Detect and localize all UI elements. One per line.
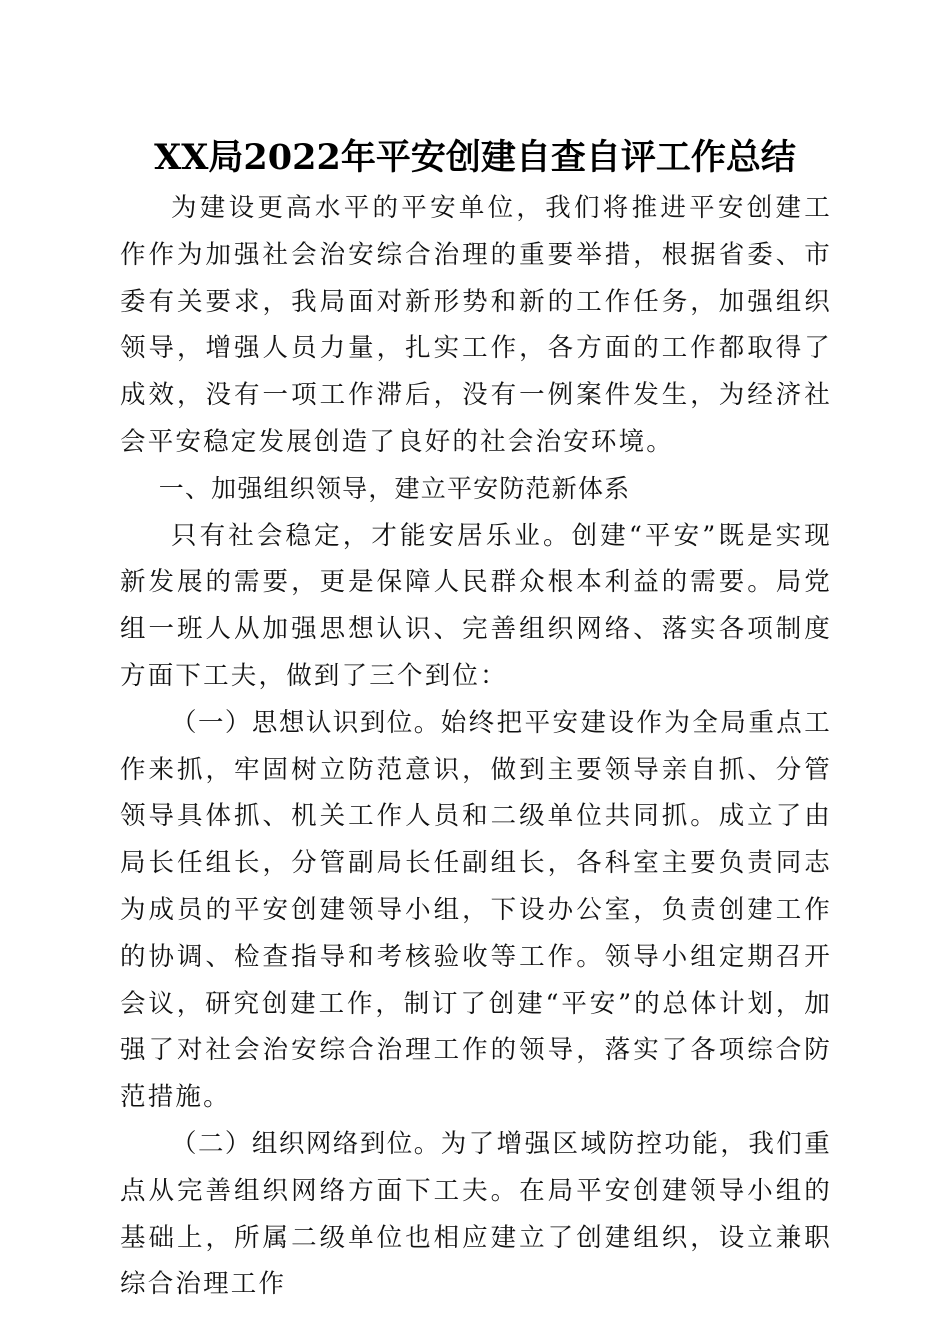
section-paragraph: 只有社会稳定，才能安居乐业。创建“平安”既是实现新发展的需要，更是保障人民群众根本利益的需要。局党组一班人从加强思想认识、完善组织网络、落实各项制度方面下工夫，做到了三个到位： (120, 520, 832, 691)
subsection-heading-1: （一）思想认识到位。 (171, 707, 441, 738)
document-title: XX局2022年平安创建自查自评工作总结 (154, 137, 796, 178)
subsection-text-2: 为了增强区域防控功能，我们重点从完善组织网络方面下工夫。在局平安创建领导小组的基础上，所属二级单位也相应建立了创建组织，设立兼职综合治理工作 (120, 1128, 832, 1300)
intro-paragraph: 为建设更高水平的平安单位，我们将推进平安创建工作作为加强社会治安综合治理的重要举措，根据省委、市委有关要求，我局面对新形势和新的工作任务，加强组织领导，增强人员力量，扎实工作，各方面的工作都取得了成效，没有一项工作滞后，没有一例案件发生，为经济社会平安稳定发展创造了良好的社会治安环境。 (120, 193, 832, 457)
subsection-paragraph-1 (120, 700, 832, 1121)
subsection-text-1: 始终把平安建设作为全局重点工作来抓，牢固树立防范意识，做到主要领导亲自抓、分管领导具体抓、机关工作人员和二级单位共同抓。成立了由局长任组长，分管副局长任副组长，各科室主要负责同志为成员的平安创建领导小组，下设办公室，负责创建工作的协调、检查指导和考核验收等工作。领导小组定期召开会议，研究创建工作，制订了创建“平安”的总体计划，加强了对社会治安综合治理工作的领导，落实了各项综合防范措施。 (120, 707, 832, 1113)
document-body (120, 185, 832, 1308)
section-heading: 一、加强组织领导，建立平安防范新体系 (158, 473, 631, 503)
subsection-heading-2: （二）组织网络到位。 (171, 1128, 441, 1159)
subsection-paragraph-2 (120, 1121, 832, 1308)
